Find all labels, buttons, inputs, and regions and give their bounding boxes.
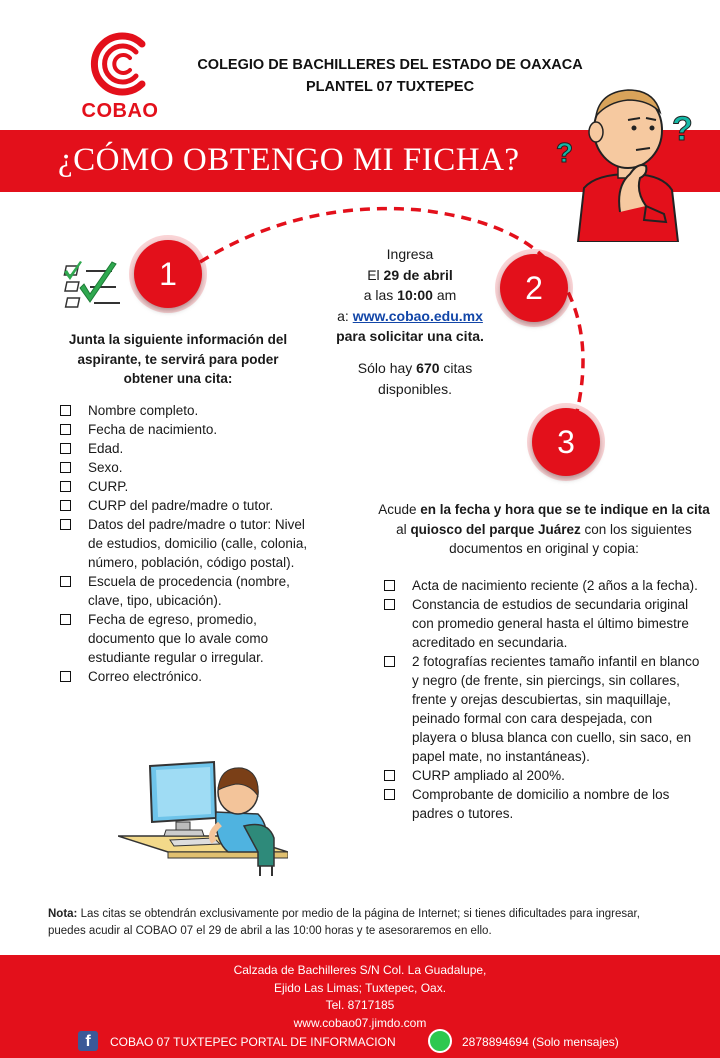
step-3-intro: Acude en la fecha y hora que se te indique en la cita al quiosco del parque Juárez con los siguientes documentos en original y copia:	[378, 502, 710, 556]
step-3-documents-list	[382, 576, 700, 823]
list-item: 2 fotografías recientes tamaño infantil en blanco y negro (de frente, sin piercings, sin collares, frente y orejas descubiertas, sin maquillaje, peinado formal con cara despejada, con playera o blusa blanca con cuello, sin saco, en papel mate, no instantáneas).	[382, 652, 700, 766]
cobao-logo-icon	[72, 26, 168, 102]
cobao-website-link[interactable]: www.cobao.edu.mx	[352, 307, 483, 324]
list-item: CURP.	[58, 477, 318, 496]
svg-text:?: ?	[672, 110, 693, 148]
checkbox-icon	[60, 576, 71, 587]
list-item: Fecha de egreso, promedio, documento que lo avale como estudiante regular o irregular.	[58, 610, 318, 667]
checkbox-icon	[60, 614, 71, 625]
school-line2: PLANTEL 07 TUXTEPEC	[305, 79, 475, 95]
whatsapp-icon	[428, 1029, 452, 1053]
list-item: Fecha de nacimiento.	[58, 420, 318, 439]
step-1-requirements-list	[58, 401, 318, 686]
checkbox-icon	[384, 580, 395, 591]
step-3-circle: 3	[532, 408, 600, 476]
student-at-computer-illustration	[118, 756, 288, 876]
list-item: CURP ampliado al 200%.	[382, 766, 700, 785]
school-line1: COLEGIO DE BACHILLERES DEL ESTADO DE OAXACA	[197, 57, 583, 73]
list-item: Nombre completo.	[58, 401, 318, 420]
footer-contact	[0, 962, 720, 1032]
checkbox-icon	[384, 789, 395, 800]
logo-text: COBAO	[81, 100, 159, 122]
available-appointments: Sólo hay 670 citas disponibles.	[357, 360, 473, 397]
checkbox-icon	[60, 481, 71, 492]
cobao-logo	[72, 26, 168, 126]
checkbox-icon	[60, 462, 71, 473]
list-item: CURP del padre/madre o tutor.	[58, 496, 318, 515]
footer-phone: Tel. 8717185	[325, 998, 395, 1012]
step-2-circle: 2	[500, 254, 568, 322]
list-item: Escuela de procedencia (nombre, clave, tipo, ubicación).	[58, 572, 318, 610]
note-text: Nota: Las citas se obtendrán exclusivamente por medio de la página de Internet; si tienes dificultades para ingresar, puedes acudir al COBAO 07 el 29 de abril a las 10:00 horas y te asesoraremos en ello.	[48, 908, 640, 937]
whatsapp-number: 2878894694 (Solo mensajes)	[462, 1035, 619, 1049]
checkbox-icon	[60, 500, 71, 511]
checkbox-icon	[384, 656, 395, 667]
step-2-instructions: Ingresa El 29 de abril a las 10:00 am a: www.cobao.edu.mx para solicitar una cita.	[336, 246, 484, 344]
footer-website[interactable]: www.cobao07.jimdo.com	[293, 1015, 427, 1030]
checklist-icon	[60, 258, 124, 314]
checkbox-icon	[60, 519, 71, 530]
checkbox-icon	[384, 770, 395, 781]
checkbox-icon	[60, 424, 71, 435]
list-item: Datos del padre/madre o tutor: Nivel de estudios, domicilio (calle, colonia, número, población, código postal).	[58, 515, 318, 572]
page-title: ¿CÓMO OBTENGO MI FICHA?	[58, 142, 520, 178]
list-item: Edad.	[58, 439, 318, 458]
thinking-boy-illustration	[556, 82, 706, 242]
list-item: Correo electrónico.	[58, 667, 318, 686]
step-1-circle: 1	[134, 240, 202, 308]
list-item: Comprobante de domicilio a nombre de los padres o tutores.	[382, 785, 700, 823]
footer-address1: Calzada de Bachilleres S/N Col. La Guadalupe,	[233, 963, 487, 977]
list-item: Sexo.	[58, 458, 318, 477]
checkbox-icon	[60, 405, 71, 416]
list-item: Acta de nacimiento reciente (2 años a la fecha).	[382, 576, 700, 595]
checkbox-icon	[60, 443, 71, 454]
footer-address2: Ejido Las Limas; Tuxtepec, Oax.	[273, 980, 447, 995]
checkbox-icon	[60, 671, 71, 682]
checkbox-icon	[384, 599, 395, 610]
step-1-intro: Junta la siguiente información del aspirante, te servirá para poder obtener una cita:	[68, 332, 288, 386]
facebook-icon: f	[78, 1031, 98, 1051]
list-item: Constancia de estudios de secundaria original con promedio general hasta el último bimestre acreditado en secundaria.	[382, 595, 700, 652]
facebook-page-label: COBAO 07 TUXTEPEC PORTAL DE INFORMACION	[110, 1035, 396, 1049]
svg-text:?: ?	[556, 137, 574, 168]
school-name	[180, 54, 600, 98]
